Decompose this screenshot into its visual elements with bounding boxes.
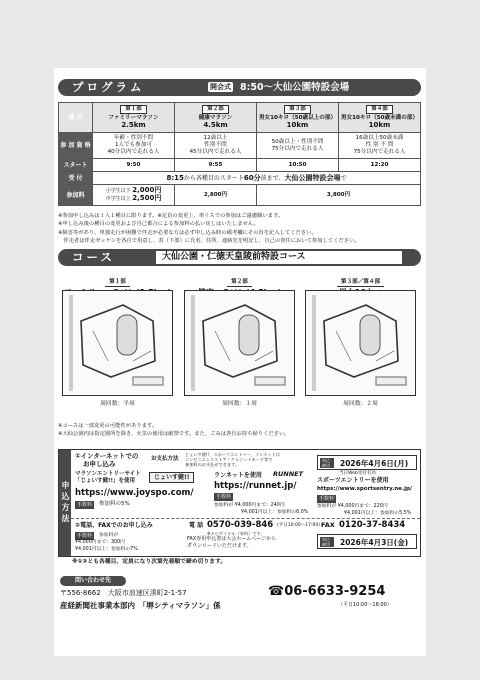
application-heading: 申込方法 <box>59 450 71 556</box>
runnet-fee-2: ¥4,001円以上：参加料の6.0% <box>241 510 309 515</box>
fee-1: 小学生以下 2,000円 中学生以上 2,500円 <box>93 185 175 206</box>
course-title: コース <box>72 250 115 264</box>
runnet-fee-tag: 手数料 <box>216 494 232 500</box>
event-row <box>59 103 421 133</box>
fee-3-4: 3,800円 <box>257 185 421 206</box>
phone-note: ※ナビダイヤル（有料）です。 <box>207 531 265 536</box>
course-map-2 <box>184 290 295 396</box>
joyspo-url[interactable]: https://www.joyspo.com/ <box>75 488 194 498</box>
joyspo-label: マラソンエントリーサイト <box>75 471 141 477</box>
phone-number[interactable]: 0570-039-846 <box>207 520 274 530</box>
contact-hours: （平日10:00〜18:00） <box>338 602 392 608</box>
start-4: 12:20 <box>339 159 421 172</box>
program-header <box>58 79 421 96</box>
map-label-3: 第３部／第４部 <box>305 268 416 298</box>
map-label-1: 第１部 <box>62 268 173 298</box>
qualification-row <box>59 133 421 159</box>
event-4: 第４部 男女10キロ（50歳未満の部） 10km <box>339 103 421 133</box>
program-table <box>58 102 421 206</box>
deadline-1-note: 当日Web受付有効 <box>339 471 376 476</box>
phone-hours: (平日10:00〜17:00) <box>277 523 320 528</box>
start-row <box>59 159 421 172</box>
contact-heading: 問い合わせ先 <box>60 576 126 586</box>
fee-row <box>59 185 421 206</box>
map-caption-3: 周回数：２周 <box>343 401 378 407</box>
qual-4: 16歳以上50歳未満 性 別 不 問 75分以内で走れる人 <box>339 133 421 159</box>
qual-1: 年齢・性別不問 1人でも参加可 40分以内で走れる人 <box>93 133 175 159</box>
program-title: プログラム <box>72 80 145 94</box>
application-footnote: ※①②とも各種目、定員になり次第先着順で締め切ります。 <box>72 559 227 565</box>
start-1: 9:50 <box>93 159 175 172</box>
start-2: 9:55 <box>175 159 257 172</box>
runnet-url[interactable]: https://runnet.jp/ <box>214 481 297 491</box>
reception-text: 8:15から各種目のスタート60分前まで、大仙公園特設会場で <box>93 172 421 185</box>
deadline-2-tag: 申込締切 <box>320 537 334 547</box>
application-box <box>58 449 421 557</box>
start-3: 10:50 <box>257 159 339 172</box>
deadline-2 <box>317 534 417 549</box>
map-caption-1: 周回数：半周 <box>100 401 135 407</box>
event-2: 第２部 健康マラソン 4.5km <box>175 103 257 133</box>
program-notes: ※参加申し込みは１人１種目に限ります。※定員の変更上、車イスでの参加はご遠慮願います。 ※申し込み後の種目の変更および自己都合による参加料の払い戻しはいたしません。 ※障害等があり、単独走行が困難で伴走が必要な方は必ず申し込み時の備考欄にその旨を記入してください。 伴走者は伴走ゼッケンを各自で用意し、表（下部）に氏名、住所、連絡先を明記し、自己の責任において参加してください。 <box>58 213 360 245</box>
fax-note-1: FAX専用申込書は大会ホームページから <box>187 536 277 542</box>
sportsentry-fee-1: 参加料が ¥4,000円まで：220円 <box>317 504 388 509</box>
row-label-qualification: 参 加 資 格 <box>59 133 93 159</box>
opening-badge: 開会式 <box>210 83 231 91</box>
phone-fee-tag: 手数料 <box>77 533 93 539</box>
map-caption-2: 周回数：１周 <box>222 401 257 407</box>
payment-heading: お支払方法 <box>151 456 179 462</box>
contact-org: 産経新聞社事業本部内 「堺シティマラソン」係 <box>60 601 221 610</box>
row-label-reception: 受 付 <box>59 172 93 185</box>
joyspo-name: 「じょいす健!!」を使用 <box>75 478 136 484</box>
runnet-label: ランネットを使用 <box>214 472 262 479</box>
sportsentry-fee-2: ¥4,001円以上：参加料の5.5% <box>344 511 412 516</box>
phone-fee-2: ¥4,000円まで：300円 <box>75 540 125 545</box>
phone-fee-3: ¥4,001円以上：参加料の7% <box>75 547 138 552</box>
runnet-fee-1: 参加料が ¥4,000円まで：240円 <box>214 503 285 508</box>
internet-title: ①インターネットでの <box>75 452 139 460</box>
deadline-1-tag: 申込締切 <box>320 458 334 468</box>
sportsentry-label: スポーツエントリーを使用 <box>317 477 389 484</box>
runnet-logo: RUNNET <box>273 470 304 478</box>
event-3: 第３部 男女10キロ（50歳以上の部） 10km <box>257 103 339 133</box>
deadline-2-date: 2026年4月3日(金) <box>340 538 409 547</box>
row-label-event: 種 目 <box>59 103 93 133</box>
fax-label: FAX <box>321 521 335 529</box>
qual-3: 50歳以上・性別不問 75分以内で走れる人 <box>257 133 339 159</box>
course-subtitle: 大仙公園・仁徳天皇陵前特設コース <box>156 251 402 264</box>
phone-title: ②電話、FAXでのお申し込み <box>75 522 153 529</box>
row-label-start: スタート <box>59 159 93 172</box>
joyspo-fee-tag: 手数料 <box>77 502 93 508</box>
joyspo-logo: じょいす健!! <box>149 472 194 483</box>
course-notes: ※コースは一部変更の可能性があります。 ※大仙公園内は指定園所を除き、火気の使用は厳禁です。また、ごみは各自お持ち帰りください。 <box>58 423 290 438</box>
contact-postal: 〒556-8662 大阪市浪速区湊町2-1-57 <box>60 589 187 597</box>
qual-2: 12歳以上 性別不問 45分以内で走れる人 <box>175 133 257 159</box>
sportsentry-fee-tag: 手数料 <box>319 496 335 502</box>
fax-number[interactable]: 0120-37-8434 <box>339 520 406 530</box>
course-map-1 <box>62 290 173 396</box>
event-1: 第１部 ファミリーマラソン 2.5km <box>93 103 175 133</box>
fax-note-2: ダウンロードいただけます。 <box>187 543 252 549</box>
internet-title-2: お申し込み <box>83 460 116 468</box>
deadline-1-date: 2026年4月6日(月) <box>340 459 409 468</box>
payment-note: じょいす健!!、スポーツエントリー、ランネットは コンビニエンスストア・クレジットカード等で 参加料のお支払ができます。 <box>185 452 280 467</box>
phone-fee-1: 参加料が <box>99 533 119 538</box>
row-label-fee: 参加料 <box>59 185 93 206</box>
contact-phone[interactable]: ☎06-6633-9254 <box>268 584 386 599</box>
course-map-3 <box>305 290 416 396</box>
deadline-1 <box>317 455 417 470</box>
fee-2: 2,800円 <box>175 185 257 206</box>
opening-time: 8:50〜大仙公園特設会場 <box>240 82 350 93</box>
joyspo-fee: 参加料の5% <box>99 501 130 507</box>
map-label-2: 第２部 <box>184 268 295 298</box>
phone-label: 電 話 <box>189 522 204 529</box>
reception-row <box>59 172 421 185</box>
sportsentry-url[interactable]: https://www.sportsentry.ne.jp/ <box>317 486 412 492</box>
